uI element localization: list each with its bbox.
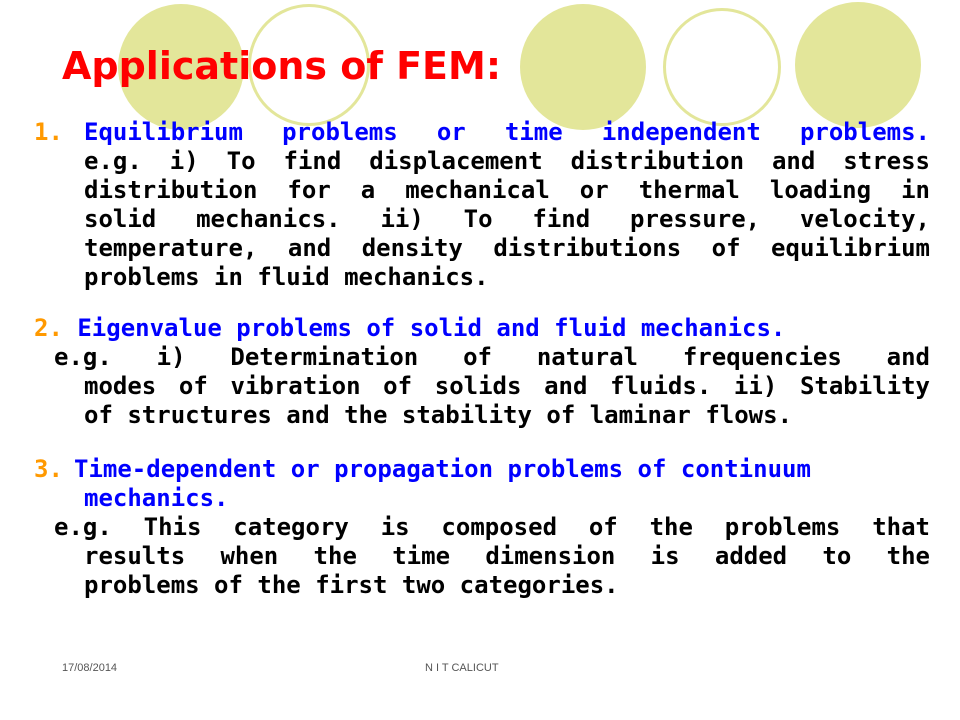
list-item-heading <box>34 455 930 513</box>
list-item-body <box>54 343 930 430</box>
body-line: modes of vibration of solids and fluids. ii) Stability <box>84 372 930 400</box>
body-line: solid mechanics. ii) To find pressure, velocity, <box>84 205 930 233</box>
body-line: distribution for a mechanical or thermal loading in <box>84 176 930 204</box>
list-item-heading <box>34 118 930 147</box>
list-number: 3. <box>34 455 63 483</box>
body-line: e.g. This category is composed of the problems that <box>54 513 930 541</box>
body-line: e.g. i) To find displacement distribution and stress <box>84 147 930 175</box>
list-item-1 <box>34 118 930 292</box>
decorative-filled-circle <box>520 4 646 130</box>
footer-institution: N I T CALICUT <box>425 662 499 674</box>
decorative-ring-circle <box>663 8 781 126</box>
list-item-body <box>54 513 930 600</box>
decorative-filled-circle <box>795 2 921 128</box>
footer-date: 17/08/2014 <box>62 662 118 674</box>
heading-text: Time-dependent or propagation problems of continuum <box>74 455 811 483</box>
body-line: of structures and the stability of laminar flows. <box>84 401 793 429</box>
body-line: problems of the first two categories. <box>84 571 619 599</box>
body-line: temperature, and density distributions of equilibrium <box>84 234 930 262</box>
heading-text-continued: mechanics. <box>84 484 229 512</box>
heading-text: Eigenvalue problems of solid and fluid mechanics. <box>77 314 786 342</box>
body-line: e.g. i) Determination of natural frequencies and <box>54 343 930 371</box>
list-number: 1. <box>34 118 63 146</box>
list-item-3 <box>34 455 930 600</box>
list-item-body <box>84 147 930 292</box>
list-number: 2. <box>34 314 63 342</box>
list-item-2 <box>34 314 930 430</box>
body-line: problems in fluid mechanics. <box>84 263 489 291</box>
heading-text: Equilibrium problems or time independent problems. <box>84 118 930 146</box>
slide-title: Applications of FEM: <box>62 44 502 88</box>
list-item-heading <box>34 314 930 343</box>
body-line: results when the time dimension is added to the <box>84 542 930 570</box>
